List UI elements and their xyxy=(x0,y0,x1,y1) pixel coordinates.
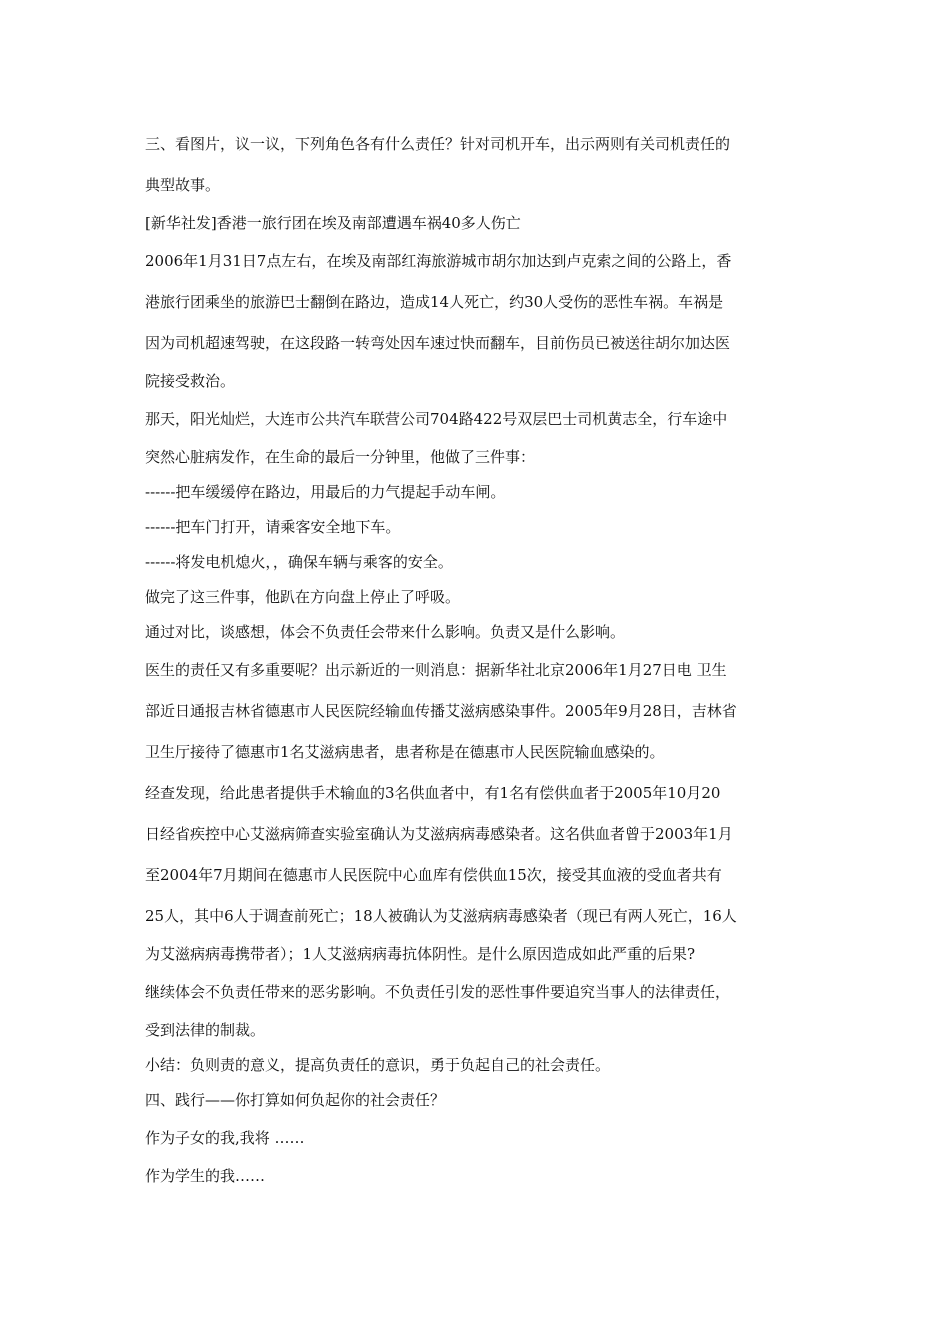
paragraph-line: 作为子女的我,我将 …… xyxy=(145,1129,305,1147)
paragraph-line: 小结：负则责的意义，提高负责任的意识，勇于负起自己的社会责任。 xyxy=(145,1056,611,1074)
paragraph-line: 日经省疾控中心艾滋病筛查实验室确认为艾滋病病毒感染者。这名供血者曾于2003年1月 xyxy=(145,825,733,843)
paragraph-line: 2006年1月31日7点左右，在埃及南部红海旅游城市胡尔加达到卢克索之间的公路上，香 xyxy=(145,252,732,270)
paragraph-line: 25人，其中6人于调查前死亡；18人被确认为艾滋病病毒感染者（现已有两人死亡，16人 xyxy=(145,907,737,925)
paragraph-line: 因为司机超速驾驶，在这段路一转弯处因车速过快而翻车，目前伤员已被送往胡尔加达医 xyxy=(145,334,731,352)
paragraph-line: 受到法律的制裁。 xyxy=(145,1021,266,1039)
paragraph-line: ------把车缓缓停在路边，用最后的力气提起手动车闸。 xyxy=(145,483,506,501)
paragraph-line: ------把车门打开，请乘客安全地下车。 xyxy=(145,518,401,536)
paragraph-line: ------将发电机熄火，，确保车辆与乘客的安全。 xyxy=(145,553,453,571)
paragraph-line: 三、看图片，议一议，下列角色各有什么责任？针对司机开车，出示两则有关司机责任的 xyxy=(145,135,731,153)
paragraph-line: 卫生厅接待了德惠市1名艾滋病患者，患者称是在德惠市人民医院输血感染的。 xyxy=(145,743,665,761)
paragraph-line: 经查发现，给此患者提供手术输血的3名供血者中，有1名有偿供血者于2005年10月20 xyxy=(145,784,721,802)
document-body xyxy=(145,124,810,1194)
paragraph-line: 做完了这三件事，他趴在方向盘上停止了呼吸。 xyxy=(145,588,461,606)
paragraph-line: 院接受救治。 xyxy=(145,372,236,390)
paragraph-line: 为艾滋病病毒携带者）；1人艾滋病病毒抗体阴性。是什么原因造成如此严重的后果? xyxy=(145,945,696,963)
paragraph-line: 那天，阳光灿烂，大连市公共汽车联营公司704路422号双层巴士司机黄志全，行车途中 xyxy=(145,410,728,428)
paragraph-line: 继续体会不负责任带来的恶劣影响。不负责任引发的恶性事件要追究当事人的法律责任， xyxy=(145,983,731,1001)
paragraph-line: 典型故事。 xyxy=(145,176,221,194)
paragraph-line: [新华社发]香港一旅行团在埃及南部遭遇车祸40多人伤亡 xyxy=(145,214,521,232)
paragraph-line: 至2004年7月期间在德惠市人民医院中心血库有偿供血15次，接受其血液的受血者共有 xyxy=(145,866,722,884)
paragraph-line: 突然心脏病发作，在生命的最后一分钟里，他做了三件事： xyxy=(145,448,536,466)
paragraph-line: 通过对比，谈感想，体会不负责任会带来什么影响。负责又是什么影响。 xyxy=(145,623,626,641)
paragraph-line: 作为学生的我…… xyxy=(145,1167,266,1185)
paragraph-line: 医生的责任又有多重要呢？出示新近的一则消息：据新华社北京2006年1月27日电 卫生 xyxy=(145,661,727,679)
paragraph-line: 港旅行团乘坐的旅游巴士翻倒在路边，造成14人死亡，约30人受伤的恶性车祸。车祸是 xyxy=(145,293,724,311)
paragraph-line: 四、践行——你打算如何负起你的社会责任？ xyxy=(145,1091,446,1109)
paragraph-line: 部近日通报吉林省德惠市人民医院经输血传播艾滋病感染事件。2005年9月28日，吉林省 xyxy=(145,702,737,720)
